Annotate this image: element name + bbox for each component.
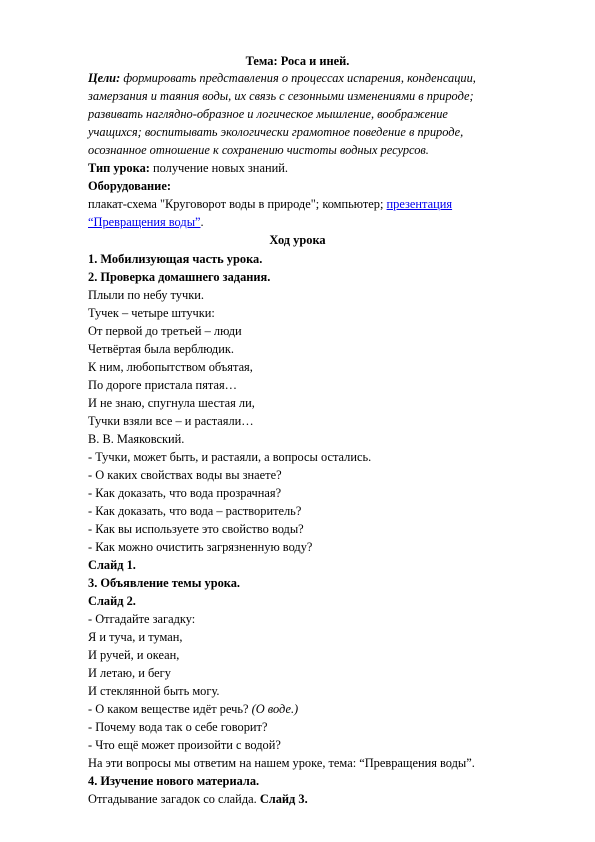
question-line-2: - О каких свойствах воды вы знаете? — [88, 468, 282, 482]
riddles-text: Отгадывание загадок со слайда. — [88, 792, 260, 806]
lesson-type-value: получение новых знаний. — [149, 161, 288, 175]
lesson-type-line — [88, 160, 288, 176]
presentation-link[interactable]: презентация — [386, 197, 453, 211]
poem-line-2: Тучек – четыре штучки: — [88, 306, 215, 320]
section-2-heading: 2. Проверка домашнего задания. — [88, 270, 271, 284]
riddle-line-3: И ручей, и океан, — [88, 648, 180, 662]
goals-text-1: формировать представления о процессах испарения, конденсации, — [120, 71, 476, 85]
poem-line-6: По дороге пристала пятая… — [88, 378, 238, 392]
goals-label: Цели: — [88, 71, 121, 85]
section-4-heading: 4. Изучение нового материала. — [88, 774, 260, 788]
question-line-1: - Тучки, может быть, и растаяли, а вопросы остались. — [88, 450, 372, 464]
section-3-heading: 3. Объявление темы урока. — [88, 576, 241, 590]
slide-2-label: Слайд 2. — [88, 594, 136, 608]
riddle-line-1: - Отгадайте загадку: — [88, 612, 196, 626]
question-line-3: - Как доказать, что вода прозрачная? — [88, 486, 282, 500]
topic-announcement-line: На эти вопросы мы ответим на нашем уроке, тема: “Превращения воды”. — [88, 756, 475, 770]
poem-line-8: Тучки взяли все – и растаяли… — [88, 414, 254, 428]
slide-3-label: Слайд 3. — [259, 792, 308, 806]
equipment-label: Оборудование: — [88, 179, 171, 193]
slide-1-label: Слайд 1. — [88, 558, 136, 572]
question-why-line: - Почему вода так о себе говорит? — [88, 720, 268, 734]
course-heading: Ход урока — [269, 233, 326, 247]
lesson-type-label: Тип урока: — [88, 161, 150, 175]
poem-line-5: К ним, любопытством объятая, — [88, 360, 253, 374]
riddle-line-2: Я и туча, и туман, — [88, 630, 183, 644]
poem-author: В. В. Маяковский. — [88, 432, 185, 446]
question-line-4: - Как доказать, что вода – растворитель? — [88, 504, 302, 518]
question-what-else-line: - Что ещё может произойти с водой? — [88, 738, 281, 752]
riddles-slide-line — [88, 791, 308, 807]
goals-line-1 — [88, 70, 476, 86]
equipment-line-2 — [88, 214, 204, 230]
presentation-title-link[interactable]: “Превращения воды” — [88, 215, 201, 229]
poem-line-4: Четвёртая была верблюдик. — [88, 342, 234, 356]
poem-line-1: Плыли по небу тучки. — [88, 288, 204, 302]
section-1-heading: 1. Мобилизующая часть урока. — [88, 252, 263, 266]
goals-line-5: осознанное отношение к сохранению чистоты водных ресурсов. — [88, 143, 429, 157]
equipment-tail: . — [200, 215, 204, 229]
equipment-text: плакат-схема "Круговорот воды в природе"; компьютер; — [88, 197, 387, 211]
question-line-5: - Как вы используете это свойство воды? — [88, 522, 304, 536]
page-title: Тема: Роса и иней. — [245, 54, 350, 68]
poem-line-3: От первой до третьей – люди — [88, 324, 242, 338]
equipment-line-1 — [88, 196, 452, 212]
goals-line-4: учащихся; воспитывать экологически грамотное поведение в природе, — [88, 125, 464, 139]
answer-water: (О воде.) — [251, 702, 299, 716]
riddle-line-4: И летаю, и бегу — [88, 666, 171, 680]
riddle-line-5: И стеклянной быть могу. — [88, 684, 220, 698]
question-line-6: - Как можно очистить загрязненную воду? — [88, 540, 313, 554]
goals-line-2: замерзания и таяния воды, их связь с сезонными изменениями в природе; — [88, 89, 474, 103]
question-substance: - О каком веществе идёт речь? — [88, 702, 252, 716]
question-substance-line — [88, 701, 298, 717]
poem-line-7: И не знаю, спугнула шестая ли, — [88, 396, 255, 410]
goals-line-3: развивать наглядно-образное и логическое мышление, воображение — [88, 107, 448, 121]
